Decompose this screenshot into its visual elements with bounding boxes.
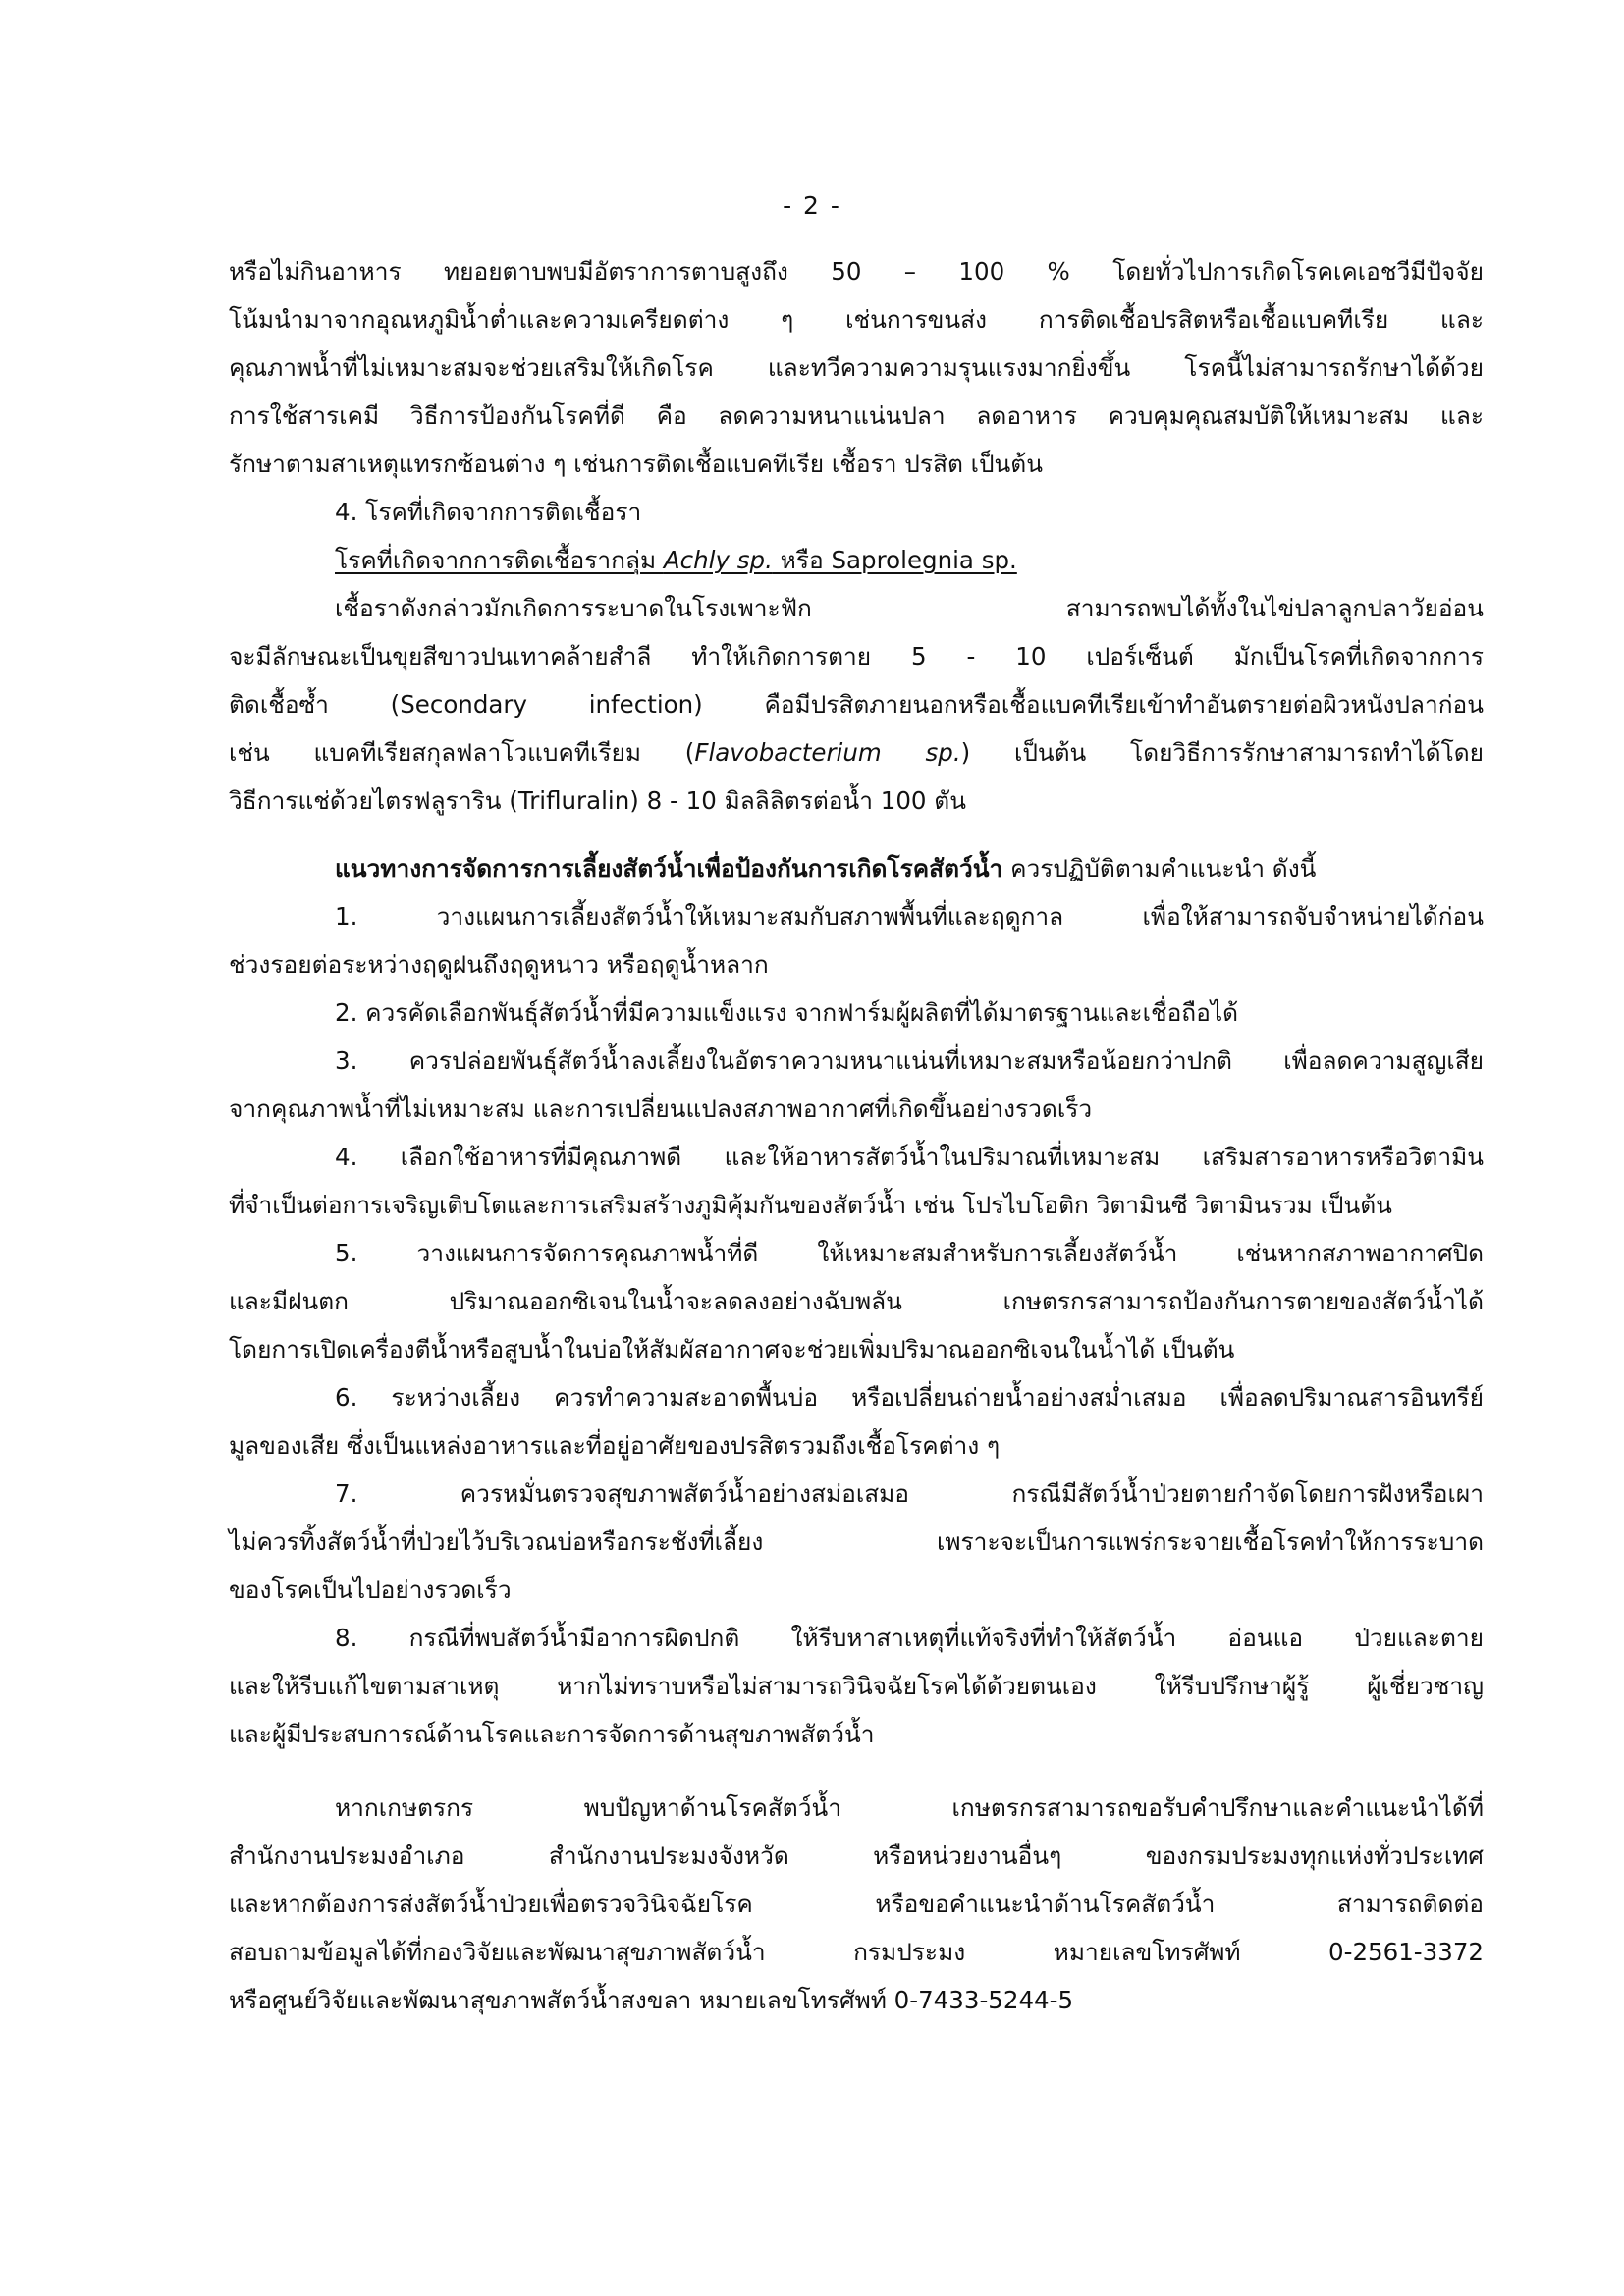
contact-line-phone-1: สอบถามข้อมูลได้ที่กองวิจัยและพัฒนาสุขภาพสัตว์น้ำ กรมประมง หมายเลขโทรศัพท์ 0-2561-3372 — [229, 1938, 1484, 1966]
guidelines-title — [229, 844, 1484, 892]
text-line: เชื้อราดังกล่าวมักเกิดการระบาดในโรงเพาะฟัก สามารถพบได้ทั้งในไข่ปลาลูกปลาวัยอ่อน — [335, 594, 1484, 622]
guideline-item-3-cont: จากคุณภาพน้ำที่ไม่เหมาะสม และการเปลี่ยนแปลงสภาพอากาศที่เกิดขึ้นอย่างรวดเร็ว — [229, 1095, 1093, 1123]
guideline-item-6: 6. ระหว่างเลี้ยง ควรทำความสะอาดพื้นบ่อ หรือเปลี่ยนถ่ายน้ำอย่างสม่ำเสมอ เพื่อลดปริมาณสารอินทรีย์ — [335, 1383, 1484, 1412]
text-line — [229, 728, 1484, 776]
guideline-item-7-cont: ของโรคเป็นไปอย่างรวดเร็ว — [229, 1575, 512, 1604]
guideline-item-5: 5. วางแผนการจัดการคุณภาพน้ำที่ดี ให้เหมาะสมสำหรับการเลี้ยงสัตว์น้ำ เช่นหากสภาพอากาศปิด — [335, 1239, 1484, 1267]
section-heading: 4. โรคที่เกิดจากการติดเชื้อรา — [335, 498, 642, 526]
guideline-item-3: 3. ควรปล่อยพันธุ์สัตว์น้ำลงเลี้ยงในอัตราความหนาแน่นที่เหมาะสมหรือน้อยกว่าปกติ เพื่อลดความสูญเสีย — [335, 1046, 1484, 1075]
genus-flavobacterium: Flavobacterium sp. — [694, 738, 961, 767]
contact-line-phone-2: หรือศูนย์วิจัยและพัฒนาสุขภาพสัตว์น้ำสงขลา หมายเลขโทรศัพท์ 0-7433-5244-5 — [229, 1986, 1074, 2014]
text-line: หรือไม่กินอาหาร ทยอยตาบพบมีอัตราการตาบสูงถึง 50 – 100 % โดยทั่วไปการเกิดโรคเคเอชวีมีปัจจัย — [229, 257, 1484, 286]
text-line: จะมีลักษณะเป็นขุยสีขาวปนเทาคล้ายสำลี ทำให้เกิดการตาย 5 - 10 เปอร์เซ็นต์ มักเป็นโรคที่เกิดจากการ — [229, 642, 1484, 670]
text-line: ติดเชื้อซ้ำ (Secondary infection) คือมีปรสิตภายนอกหรือเชื้อแบคทีเรียเข้าทำอันตรายต่อผิวหนังปลาก่อน — [229, 690, 1484, 719]
guideline-item-2: 2. ควรคัดเลือกพันธุ์สัตว์น้ำที่มีความแข็งแรง จากฟาร์มผู้ผลิตที่ได้มาตรฐานและเชื่อถือได้ — [335, 998, 1239, 1027]
guidelines-title-rest: ควรปฏิบัติตามคำแนะนำ ดังนี้ — [1002, 854, 1317, 882]
guideline-item-6-cont: มูลของเสีย ซึ่งเป็นแหล่งอาหารและที่อยู่อาศัยของปรสิตรวมถึงเชื้อโรคต่าง ๆ — [229, 1431, 1001, 1460]
contact-line: หากเกษตรกร พบปัญหาด้านโรคสัตว์น้ำ เกษตรกรสามารถขอรับคำปรึกษาและคำแนะนำได้ที่ — [335, 1793, 1484, 1822]
text-fragment: เช่น แบคทีเรียสกุลฟลาโวแบคทีเรียม ( — [229, 738, 695, 767]
section-subheading — [229, 536, 1484, 584]
contact-line: สำนักงานประมงอำเภอ สำนักงานประมงจังหวัด หรือหน่วยงานอื่นๆ ของกรมประมงทุกแห่งทั่วประเทศ — [229, 1842, 1484, 1870]
text-line: คุณภาพน้ำที่ไม่เหมาะสมจะช่วยเสริมให้เกิดโรค และทวีความความรุนแรงมากยิ่งขึ้น โรคนี้ไม่สามารถรักษาได้ด้วย — [229, 353, 1484, 382]
guidelines-title-bold: แนวทางการจัดการการเลี้ยงสัตว์น้ำเพื่อป้องกันการเกิดโรคสัตว์น้ำ — [335, 854, 1003, 882]
text-line: รักษาตามสาเหตุแทรกซ้อนต่าง ๆ เช่นการติดเชื้อแบคทีเรีย เชื้อรา ปรสิต เป็นต้น — [229, 450, 1043, 478]
genus-achly: Achly sp. — [663, 546, 773, 574]
intro-paragraph — [229, 247, 1484, 2024]
guideline-item-7-cont: ไม่ควรทิ้งสัตว์น้ำที่ป่วยไว้บริเวณบ่อหรือกระชังที่เลี้ยง เพราะจะเป็นการแพร่กระจายเชื้อโรคทำให้การระบาด — [229, 1527, 1484, 1556]
text-line: วิธีการแช่ด้วยไตรฟลูราริน (Trifluralin) 8 - 10 มิลลิลิตรต่อน้ำ 100 ตัน — [229, 786, 966, 815]
guideline-item-1-cont: ช่วงรอยต่อระหว่างฤดูฝนถึงฤดูหนาว หรือฤดูน้ำหลาก — [229, 950, 769, 979]
guideline-item-5-cont: และมีฝนตก ปริมาณออกซิเจนในน้ำจะลดลงอย่างฉับพลัน เกษตรกรสามารถป้องกันการตายของสัตว์น้ำได้ — [229, 1287, 1484, 1315]
contact-line: และหากต้องการส่งสัตว์น้ำป่วยเพื่อตรวจวินิจฉัยโรค หรือขอคำแนะนำด้านโรคสัตว์น้ำ สามารถติดต่อ — [229, 1890, 1484, 1918]
text-line: การใช้สารเคมี วิธีการป้องกันโรคที่ดี คือ ลดความหนาแน่นปลา ลดอาหาร ควบคุมคุณสมบัติให้เหมาะสม และ — [229, 401, 1484, 430]
guideline-item-7: 7. ควรหมั่นตรวจสุขภาพสัตว์น้ำอย่างสม่อเสมอ กรณีมีสัตว์น้ำป่วยตายกำจัดโดยการฝังหรือเผา — [335, 1479, 1484, 1508]
text-fragment: ) เป็นต้น โดยวิธีการรักษาสามารถทำได้โดย — [960, 738, 1484, 767]
guideline-item-8: 8. กรณีที่พบสัตว์น้ำมีอาการผิดปกติ ให้รีบหาสาเหตุที่แท้จริงที่ทำให้สัตว์น้ำ อ่อนแอ ป่วยและตาย — [335, 1624, 1484, 1652]
text-line: โน้มนำมาจากอุณหภูมิน้ำต่ำและความเครียดต่าง ๆ เช่นการขนส่ง การติดเชื้อปรสิตหรือเชื้อแบคทีเรีย และ — [229, 305, 1484, 334]
guideline-item-5-cont: โดยการเปิดเครื่องตีน้ำหรือสูบน้ำในบ่อให้สัมผัสอากาศจะช่วยเพิ่มปริมาณออกซิเจนในน้ำได้ เป็นต้น — [229, 1335, 1235, 1363]
guideline-item-4: 4. เลือกใช้อาหารที่มีคุณภาพดี และให้อาหารสัตว์น้ำในปริมาณที่เหมาะสม เสริมสารอาหารหรือวิตามิน — [335, 1143, 1484, 1171]
guideline-item-4-cont: ที่จำเป็นต่อการเจริญเติบโตและการเสริมสร้างภูมิคุ้มกันของสัตว์น้ำ เช่น โปรไบโอติก วิตามินซี วิตามินรวม เป็นต้น — [229, 1191, 1392, 1219]
page-number: - 2 - — [783, 191, 841, 220]
guideline-item-8-cont: และให้รีบแก้ไขตามสาเหตุ หากไม่ทราบหรือไม่สามารถวินิจฉัยโรคได้ด้วยตนเอง ให้รีบปรึกษาผู้รู้ ผู้เชี่ยวชาญ — [229, 1672, 1484, 1700]
guideline-item-8-cont: และผู้มีประสบการณ์ด้านโรคและการจัดการด้านสุขภาพสัตว์น้ำ — [229, 1720, 875, 1748]
guideline-item-1: 1. วางแผนการเลี้ยงสัตว์น้ำให้เหมาะสมกับสภาพพื้นที่และฤดูกาล เพื่อให้สามารถจับจำหน่ายได้ก่อน — [335, 902, 1484, 931]
subheading-saprolegnia: หรือ Saprolegnia sp. — [772, 546, 1017, 574]
subheading-prefix: โรคที่เกิดจากการติดเชื้อรากลุ่ม — [335, 546, 664, 574]
